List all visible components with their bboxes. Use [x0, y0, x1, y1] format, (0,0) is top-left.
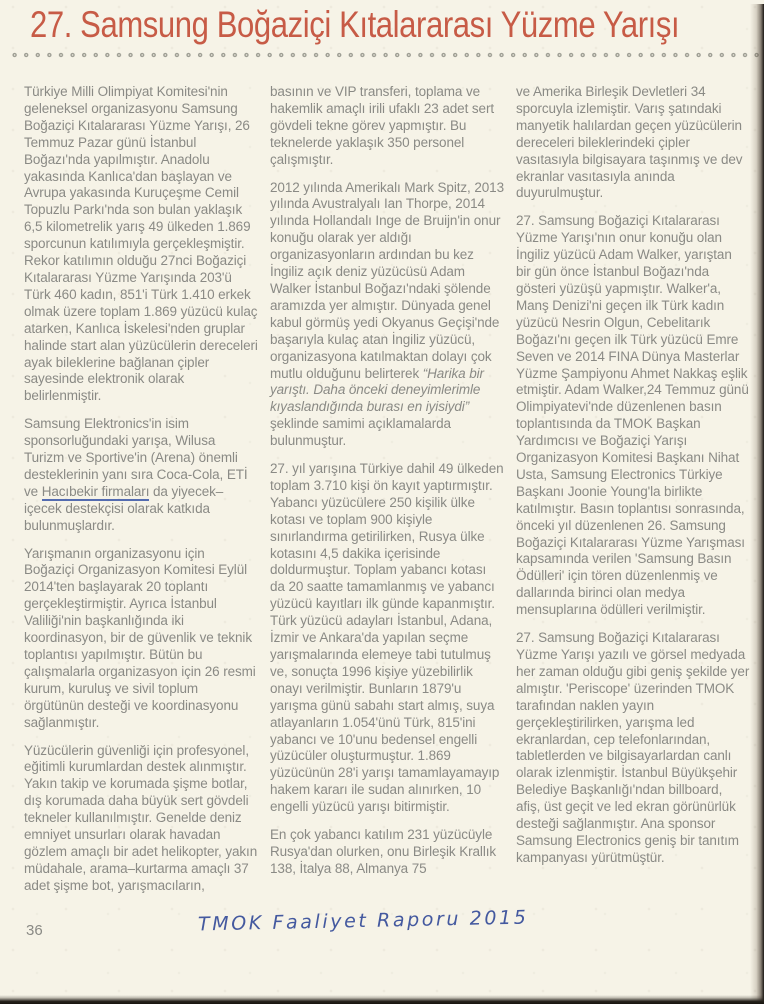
body-paragraph [516, 213, 750, 619]
text-segment: Yarışmanın organizasyonu için Boğaziçi Organizasyon Komitesi Eylül 2014'ten başlayarak 20 toplantı gerçekleştirmiştir. Ayrıca İstanbul Valiliği'nin başkanlığında iki koordinasyon, bir de güvenlik ve teknik toplantısı yapılmıştır. Bütün bu çalışmalarla organizasyon için 26 resmi kurum, kuruluş ve sivil toplum örgütünün desteği ve koordinasyonu sağlanmıştır. [24, 545, 256, 730]
text-segment: Yüzücülerin güvenliği için profesyonel, eğitimli kurumlardan destek alınmıştır. Yakın takip ve korumada şişme botlar, dış korumada daha büyük sert gövdeli tekneler kullanılmıştır. Genelde deniz emniyet unsurları olarak havadan gözlem amaçlı bir adet helikopter, yakın müdahale, arama–kurtarma amaçlı 37 adet şişme bot, yarışmacıların, [24, 742, 258, 893]
body-paragraph [516, 84, 750, 202]
body-paragraph [270, 827, 504, 878]
body-paragraph [270, 84, 504, 169]
text-column-2 [270, 84, 504, 906]
body-paragraph [24, 84, 258, 405]
text-segment: şeklinde samimi açıklamalarda bulunmuştur. [270, 416, 451, 449]
page-title: 27. Samsung Boğaziçi Kıtalararası Yüzme Yarışı [30, 4, 680, 45]
text-segment: 27. Samsung Boğaziçi Kıtalararası Yüzme Yarışı'nın onur konuğu olan İngiliz yüzücü Adam Walker, yarıştan bir gün önce İstanbul Boğazı'nda gösteri yüzüşü yapmıştır. Walker'a, Manş Denizi'ni geçen ilk Türk kadın yüzücü Nesrin Olgun, Cebelitarık Boğazı'nı geçen ilk Türk yüzücü Emre Seven ve 2014 FINA Dünya Masterlar Yüzme Şampiyonu Ahmet Nakkaş eşlik etmiştir. Adam Walker,24 Temmuz günü Olimpiyatevi'nde düzenlenen basın toplantısında da TMOK Başkan Yardımcısı ve Boğaziçi Yarışı Organizasyon Komitesi Başkanı Nihat Usta, Samsung Electronics Türkiye Başkanı Joonie Young'la birlikte katılmıştır. Basın toplantısı sonrasında, önceki yıl düzenlenen 26. Samsung Boğaziçi Kıtalararası Yüzme Yarışması kapsamında verilen 'Samsung Basın Ödülleri' için tören düzenlenmiş ve dallarında birinci olan medya mensuplarına ödülleri verilmiştir. [516, 213, 749, 618]
text-segment: ve Amerika Birleşik Devletleri 34 sporcuyla izlemiştir. Varış şatındaki manyetik halılardan geçen yüzücülerin dereceleri bileklerindeki çipler vasıtasıyla bilgisayara taşınmış ve dev ekranlar vasıtasıyla anında duyurulmuştur. [516, 84, 743, 201]
article-body [0, 58, 764, 906]
text-column-3 [516, 84, 750, 906]
body-paragraph [516, 630, 750, 867]
text-segment: 27. yıl yarışına Türkiye dahil 49 ülkeden toplam 3.710 kişi ön kayıt yaptırmıştır. Yabancı yüzücülere 250 kişilik ülke kotası ve toplam 900 kişiyle sınırlandırma getirilirken, Rusya ülke kotasını 4,5 dakika içerisinde doldurmuştur. Toplam yabancı kotası da 20 saatte tamamlanmış ve yabancı yüzücü kayıtları ilk günde kapanmıştır. Türk yüzücü adayları İstanbul, Adana, İzmir ve Ankara'da yapılan seçme yarışmalarında elemeye tabi tutulmuş ve, sonuçta 1996 kişiye yüzebilirlik onayı verilmiştir. Bunların 1879'u yarışma günü sabahı start almış, suya atlayanların 1.054'ünü Türk, 815'ini yabancı ve 10'unu bedensel engelli yüzücüler oluşturmuştur. 1.869 yüzücünün 28'i yarışı tamamlayamayıp hakem kararı ile sudan alınırken, 10 engelli yüzücü yarışı bitirmiştir. [270, 461, 504, 815]
ink-underlined-text: Hacıbekir firmaları [42, 484, 150, 502]
body-paragraph [24, 416, 258, 534]
scanned-report-page [0, 4, 764, 1004]
handwritten-annotation: TMOK Faaliyet Raporu 2015 [197, 906, 529, 936]
body-paragraph [270, 180, 504, 451]
text-segment: 2012 yılında Amerikalı Mark Spitz, 2013 yılında Avustralyalı Ian Thorpe, 2014 yılında Hollandalı Inge de Bruijn'in onur konuğu olarak yer aldığı organizasyonların ardından bu kez İngiliz açık deniz yüzücüsü Adam Walker İstanbul Boğazı'ndaki şölende aramızda yer almıştır. Dünyada genel kabul görmüş yedi Okyanus Geçişi'nde başarıyla kulaç atan İngiliz yüzücü, organizasyona katılmaktan dolayı çok mutlu olduğunu belirterek [270, 179, 504, 381]
text-segment: Samsung Elektronics'in isim sponsorluğundaki yarışa, Wilusa Turizm ve Sportive'in (Arena) önemli desteklerinin yanı sıra Coca-Cola, ETİ ve [24, 416, 248, 499]
text-segment: En çok yabancı katılım 231 yüzücüyle Rusya'dan olurken, onu Birleşik Krallık 138, İtalya 88, Almanya 75 [270, 827, 497, 876]
text-segment: Türkiye Milli Olimpiyat Komitesi'nin geleneksel organizasyonu Samsung Boğaziçi Kıtalararası Yüzme Yarışı, 26 Temmuz Pazar günü İstanbul Boğazı'nda yapılmıştır. Anadolu yakasında Kanlıca'dan başlayan ve Avrupa yakasında Kuruçeşme Cemil Topuzlu Parkı'nda son bulan yaklaşık 6,5 kilometrelik yarış 49 ülkeden 1.869 sporcunun katılımıyla gerçekleşmiştir. Rekor katılımın olduğu 27nci Boğaziçi Kıtalararası Yüzme Yarışında 203'ü Türk 460 kadın, 851'i Türk 1.410 erkek olmak üzere toplam 1.869 yüzücü kulaç atarken, Kanlıca İskelesi'nden gruplar halinde start alan yüzücülerin dereceleri ayak bileklerine bağlanan çipler sayesinde elektronik olarak belirlenmiştir. [24, 84, 258, 404]
text-segment: 27. Samsung Boğaziçi Kıtalararası Yüzme Yarışı yazılı ve görsel medyada her zaman olduğu gibi geniş şekilde yer almıştır. 'Periscope' üzerinden TMOK tarafından naklen yayın gerçekleştirilirken, yarışma led ekranlardan, cep telefonlarından, tabletlerden ve bilgisayarlardan canlı olarak izlenmiştir. İstanbul Büyükşehir Belediye Başkanlığı'ndan billboard, afiş, üst geçit ve led ekran görünürlük desteği sağlanmıştır. Ana sponsor Samsung Electronics geniş bir tanıtım kampanyası yürütmüştür. [516, 630, 750, 865]
body-paragraph [24, 546, 258, 732]
body-paragraph [270, 461, 504, 816]
text-column-1 [24, 84, 258, 906]
text-segment: da yiyecek–içecek destekçisi olarak katkıda bulunmuşlardır. [24, 483, 224, 533]
text-segment: basının ve VIP transferi, toplama ve hakemlik amaçlı irili ufaklı 23 adet sert gövdeli tekne görev yapmıştır. Bu teknelerde yaklaşık 350 personel çalışmıştır. [270, 84, 494, 167]
quoted-text: “Harika bir yarıştı. Daha önceki deneyimlerimle kıyaslandığında burası en iyisiydi” [270, 365, 484, 415]
body-paragraph [24, 743, 258, 895]
page-header [0, 4, 764, 58]
page-number: 36 [26, 922, 43, 939]
